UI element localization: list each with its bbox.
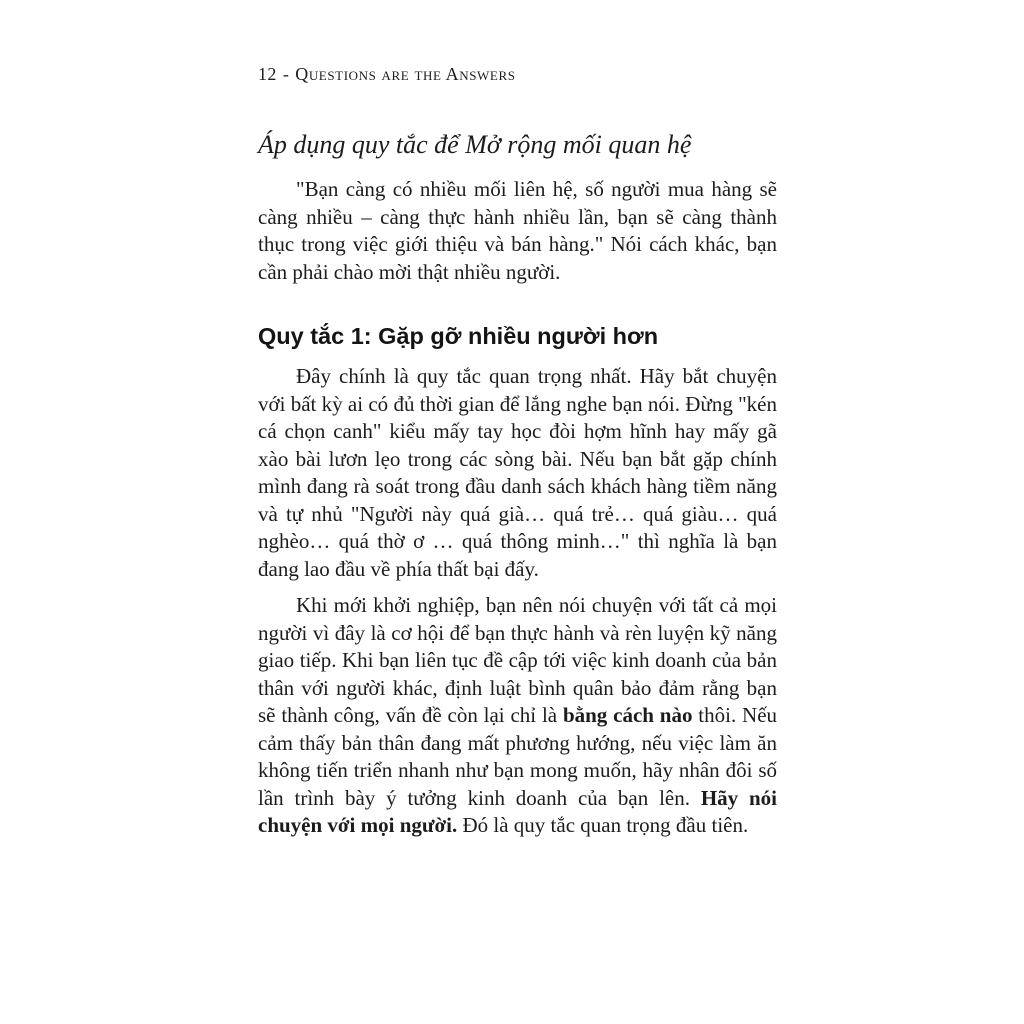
- rule-1-heading: Quy tắc 1: Gặp gỡ nhiều người hơn: [258, 323, 659, 349]
- paragraph-3-text: Khi mới khởi nghiệp, bạn nên nói chuyện với tất cả mọi người vì đây là cơ hội để bạn thực hành và rèn luyện kỹ năng giao tiếp. Khi bạn liên tục đề cập tới việc kinh doanh của bản thân với người khác, định luật bình quân bảo đảm rằng bạn sẽ thành công, vấn đề còn lại chỉ là: [258, 593, 777, 727]
- paragraph-3-text: Đó là quy tắc quan trọng đầu tiên.: [457, 813, 749, 837]
- paragraph-2: Đây chính là quy tắc quan trọng nhất. Hãy bắt chuyện với bất kỳ ai có đủ thời gian để lắng nghe bạn nói. Đừng "kén cá chọn canh" kiểu mấy tay học đòi hợm hĩnh hay mấy gã xào bài lươn lẹo trong các sòng bài. Nếu bạn bắt gặp chính mình đang rà soát trong đầu danh sách khách hàng tiềm năng và tự nhủ "Người này quá già… quá trẻ… quá giàu… quá nghèo… quá thờ ơ … quá thông minh…" thì nghĩa là bạn đang lao đầu về phía thất bại đấy.: [258, 364, 777, 581]
- paragraph-3-text: thôi. Nếu cảm thấy bản thân đang mất phương hướng, nếu việc làm ăn không tiến triển nhanh như bạn mong muốn, hãy nhân đôi số lần trình bày ý tưởng kinh doanh của bạn lên.: [258, 703, 778, 810]
- running-header: [258, 64, 516, 85]
- paragraph-1: "Bạn càng có nhiều mối liên hệ, số người mua hàng sẽ càng nhiều – càng thực hành nhiều lần, bạn sẽ càng thành thục trong việc giới thiệu và bán hàng." Nói cách khác, bạn cần phải chào mời thật nhiều người.: [258, 177, 777, 284]
- header-separator: -: [282, 64, 290, 84]
- page-number: 12: [258, 64, 277, 84]
- paragraph-3: [258, 592, 777, 840]
- bold-phrase-bang-cach-nao: bằng cách nào: [562, 703, 693, 727]
- book-title: Questions are the Answers: [295, 64, 516, 84]
- subsection-heading: Áp dụng quy tắc để Mở rộng mối quan hệ: [258, 130, 692, 159]
- bold-phrase-hay-noi-chuyen: Hãy nói chuyện với mọi người.: [258, 785, 777, 837]
- page-content: [258, 130, 777, 840]
